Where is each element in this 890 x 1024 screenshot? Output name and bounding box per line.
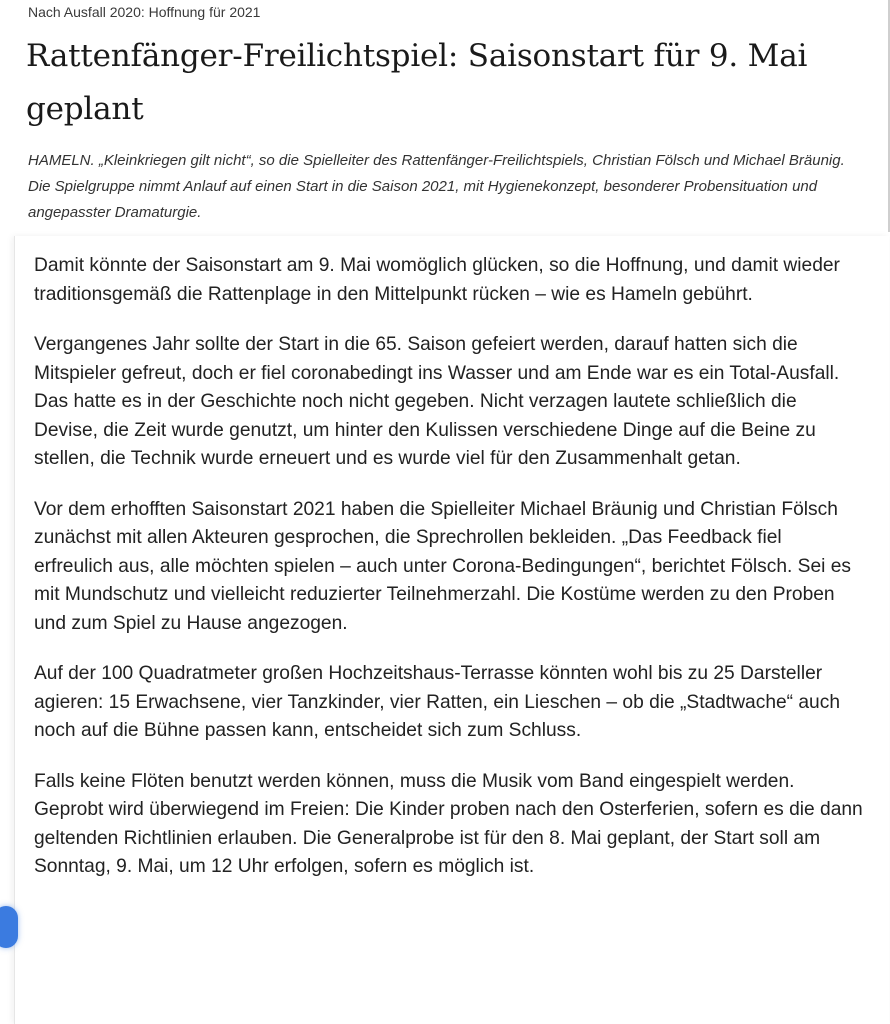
body-paragraph: Vor dem erhofften Saisonstart 2021 haben die Spielleiter Michael Bräunig und Christian Fölsch zunächst mit allen Akteuren gesprochen, die Sprechrollen bekleiden. „Das Feedback fiel erfreulich aus, alle möchten spielen – auch unter Corona-Bedingungen“, berichtet Fölsch. Sei es mit Mundschutz und vielleicht reduzierter Teilnehmerzahl. Die Kostüme werden zu den Proben und zum Spiel zu Hause angezogen. xyxy=(34,498,852,634)
article-kicker: Nach Ausfall 2020: Hoffnung für 2021 xyxy=(28,4,261,20)
side-tab-button[interactable] xyxy=(0,906,18,948)
body-paragraph: Falls keine Flöten benutzt werden können, muss die Musik vom Band eingespielt werden. Geprobt wird überwiegend im Freien: Die Kinder proben nach den Osterferien, sofern es die dann geltenden Richtlinien erlauben. Die Generalprobe ist für den 8. Mai geplant, der Start soll am Sonntag, 9. Mai, um 12 Uhr erfolgen, sofern es möglich ist. xyxy=(34,770,863,877)
article-body xyxy=(34,252,864,904)
article-headline: Rattenfänger-Freilichtspiel: Saisonstart für 9. Mai geplant xyxy=(26,38,808,127)
article-teaser: HAMELN. „Kleinkriegen gilt nicht“, so die Spielleiter des Rattenfänger-Freilichtspiels, Christian Fölsch und Michael Bräunig. Die Spielgruppe nimmt Anlauf auf einen Start in die Saison 2021, mit Hygienekonzept, besonderer Probensituation und angepasster Dramaturgie. xyxy=(28,152,845,221)
body-paragraph: Vergangenes Jahr sollte der Start in die 65. Saison gefeiert werden, darauf hatten sich die Mitspieler gefreut, doch er fiel coronabedingt ins Wasser und am Ende war es ein Total-Ausfall. Das hatte es in der Geschichte noch nicht gegeben. Nicht verzagen lautete schließlich die Devise, die Zeit wurde genutzt, um hinter den Kulissen verschiedene Dinge auf die Beine zu stellen, die Technik wurde erneuert und es wurde viel für den Zusammenhalt getan. xyxy=(34,334,840,469)
body-paragraph: Auf der 100 Quadratmeter großen Hochzeitshaus-Terrasse könnten wohl bis zu 25 Darsteller agieren: 15 Erwachsene, vier Tanzkinder, vier Ratten, ein Lieschen – ob die „Stadtwache“ auch noch auf die Bühne passen kann, entscheidet sich zum Schluss. xyxy=(34,663,840,741)
body-paragraph: Damit könnte der Saisonstart am 9. Mai womöglich glücken, so die Hoffnung, und damit wieder traditionsgemäß die Rattenplage in den Mittelpunkt rücken – wie es Hameln gebührt. xyxy=(34,255,840,305)
